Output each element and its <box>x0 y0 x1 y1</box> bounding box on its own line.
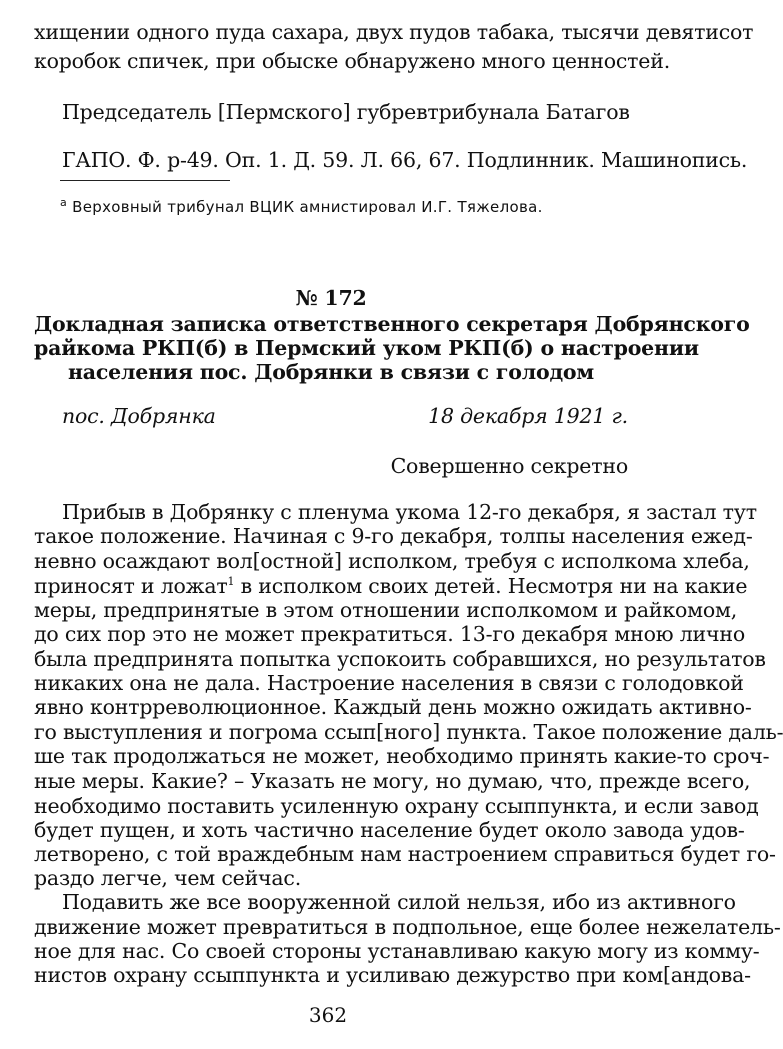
body-line-part: приносят и ложат <box>34 574 228 598</box>
document-title-line: населения пос. Добрянки в связи с голодом <box>67 360 595 384</box>
body-line: Подавить же все вооруженной силой нельзя, ибо из активного <box>62 890 736 914</box>
classification-stamp: Совершенно секретно <box>390 454 628 478</box>
body-line-part: в исполком своих детей. Несмотря ни на какие <box>240 574 748 598</box>
body-line: никаких она не дала. Настроение населения в связи с голодовкой <box>34 671 744 695</box>
footnote <box>60 197 543 217</box>
document-place: пос. Добрянка <box>62 404 216 428</box>
body-line: го выступления и погрома ссып[ного] пункта. Такое положение даль- <box>34 720 783 744</box>
page-number: 362 <box>308 1003 348 1027</box>
body-line: до сих пор это не может прекратиться. 13-го декабря мною лично <box>34 622 745 646</box>
body-line: меры, предпринятые в этом отношении исполкомом и райкомом, <box>34 598 738 622</box>
footnote-text: Верховный трибунал ВЦИК амнистировал И.Г. Тяжелова. <box>72 198 543 216</box>
body-line: невно осаждают вол[остной] исполком, требуя с исполкома хлеба, <box>34 549 750 573</box>
body-line: такое положение. Начиная с 9-го декабря, толпы населения ежед- <box>34 524 753 548</box>
archive-reference: ГАПО. Ф. р-49. Оп. 1. Д. 59. Л. 66, 67. Подлинник. Машинопись. <box>62 148 748 172</box>
document-title-line: Докладная записка ответственного секретаря Добрянского <box>34 312 750 336</box>
body-line: была предпринята попытка успокоить собравшихся, но результатов <box>34 647 766 671</box>
body-line: необходимо поставить усиленную охрану ссыппункта, и если завод <box>34 794 759 818</box>
footnote-separator <box>60 180 230 181</box>
body-line: движение может превратиться в подпольное, еще более нежелатель- <box>34 915 781 939</box>
footnote-reference: 1 <box>227 575 235 589</box>
body-line: явно контрреволюционное. Каждый день можно ожидать активно- <box>34 695 752 719</box>
body-line: нистов охрану ссыппункта и усиливаю дежурство при ком[андова- <box>34 963 751 987</box>
body-line: ше так продолжаться не может, необходимо принять какие-то сроч- <box>34 744 770 768</box>
footnote-mark: а <box>60 196 68 209</box>
document-number: № 172 <box>295 286 367 310</box>
body-line: раздо легче, чем сейчас. <box>34 866 302 890</box>
body-line: Прибыв в Добрянку с пленума укома 12-го декабря, я застал тут <box>62 500 757 524</box>
text-line: коробок спичек, при обыске обнаружено много ценностей. <box>34 49 671 73</box>
body-line: ные меры. Какие? – Указать не могу, но думаю, что, прежде всего, <box>34 769 751 793</box>
document-date: 18 декабря 1921 г. <box>428 404 628 428</box>
body-line: ное для нас. Со своей стороны устанавливаю какую могу из комму- <box>34 939 760 963</box>
body-line <box>34 573 748 599</box>
text-line: хищении одного пуда сахара, двух пудов табака, тысячи девятисот <box>34 20 754 44</box>
body-line: будет пущен, и хоть частично население будет около завода удов- <box>34 818 745 842</box>
body-line: летворено, с той враждебным нам настроением справиться будет го- <box>34 842 776 866</box>
document-title-line: райкома РКП(б) в Пермский уком РКП(б) о настроении <box>34 336 699 360</box>
signature-line: Председатель [Пермского] губревтрибунала Батагов <box>62 100 630 124</box>
